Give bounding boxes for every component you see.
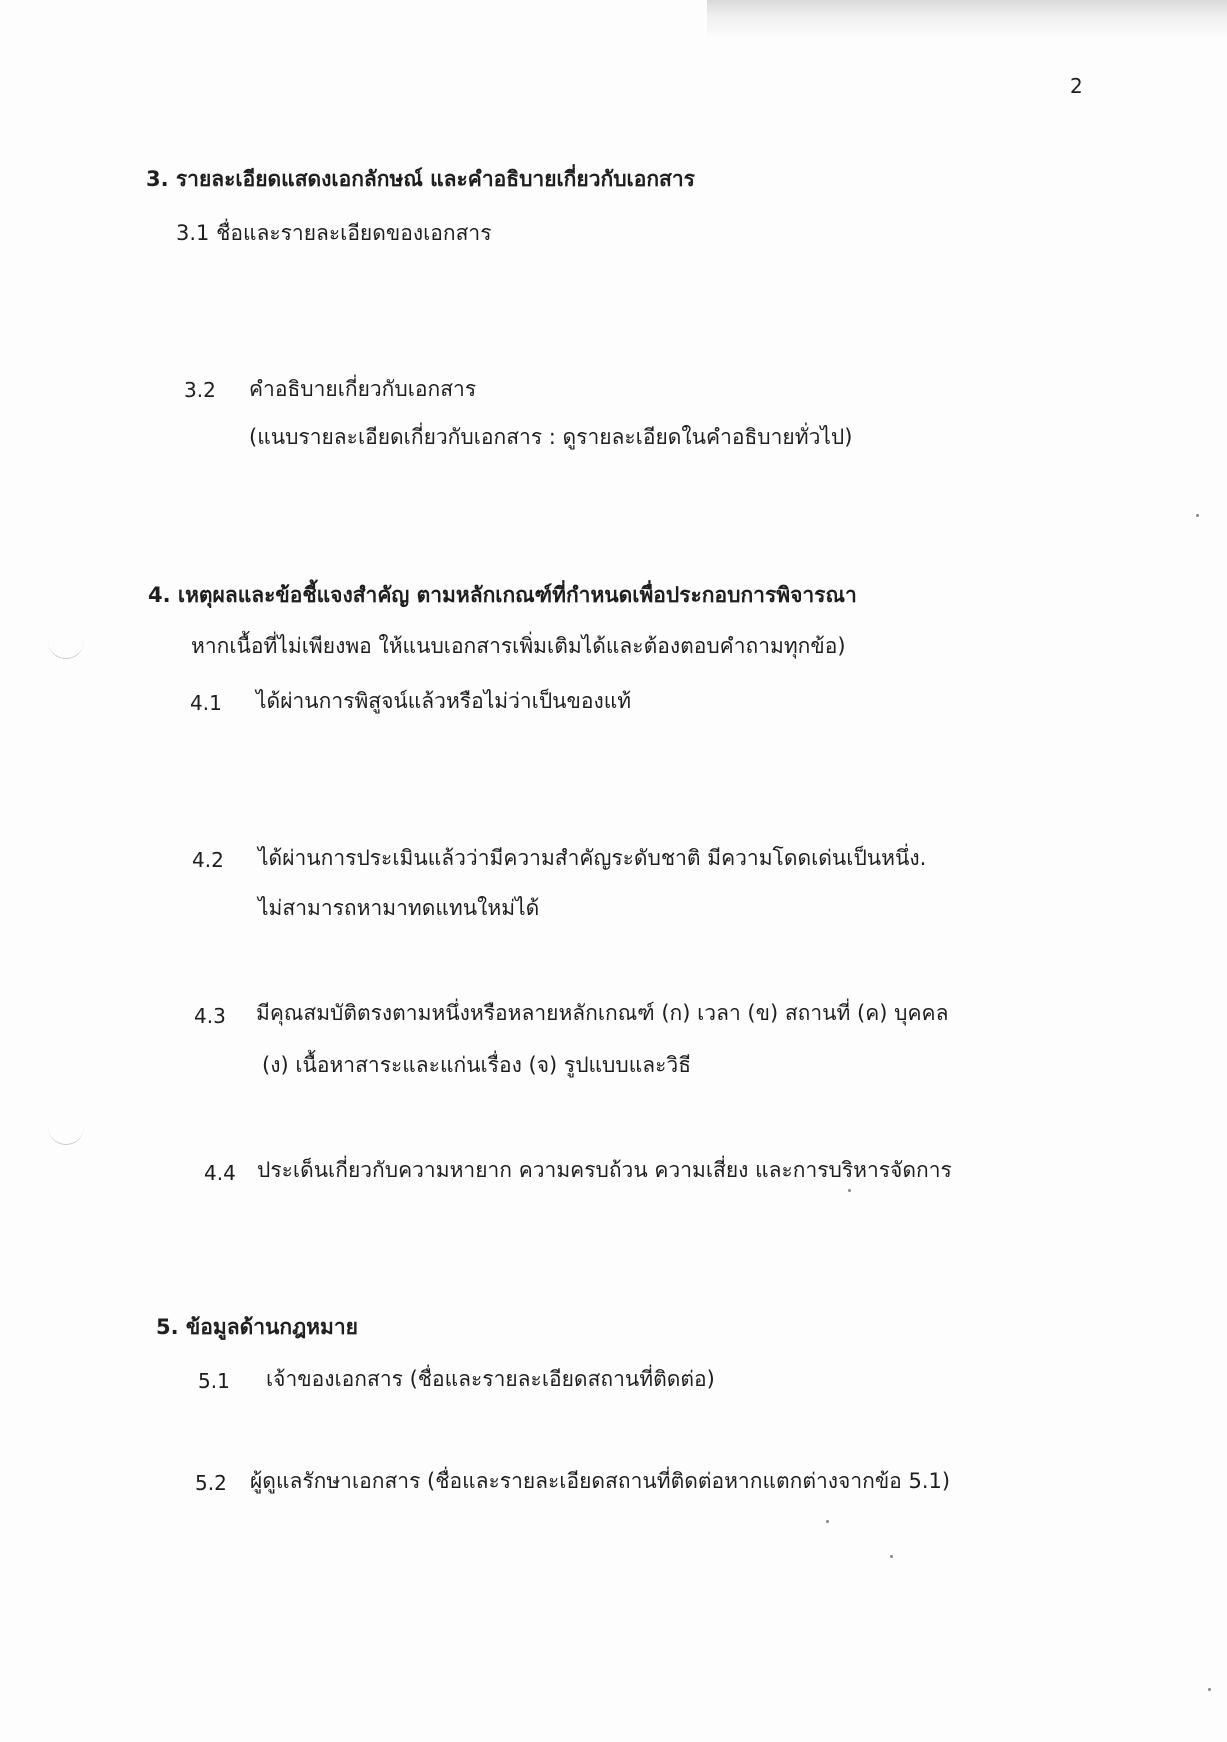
item-3-2-text: คำอธิบายเกี่ยวกับเอกสาร — [249, 377, 477, 401]
item-5-2-text: ผู้ดูแลรักษาเอกสาร (ชื่อและรายละเอียดสถานที่ติดต่อหากแตกต่างจากข้อ 5.1) — [250, 1469, 951, 1493]
item-5-1-text: เจ้าของเอกสาร (ชื่อและรายละเอียดสถานที่ติดต่อ) — [266, 1367, 715, 1391]
scan-speck — [826, 1520, 829, 1523]
item-4-3-line1: มีคุณสมบัติตรงตามหนึ่งหรือหลายหลักเกณฑ์ (ก) เวลา (ข) สถานที่ (ค) บุคคล — [256, 1001, 949, 1025]
item-3-2-note: (แนบรายละเอียดเกี่ยวกับเอกสาร : ดูรายละเอียดในคำอธิบายทั่วไป) — [249, 425, 853, 449]
item-3-1: 3.1 ชื่อและรายละเอียดของเอกสาร — [176, 221, 492, 245]
scan-speck — [1208, 1688, 1211, 1691]
item-4-4-text: ประเด็นเกี่ยวกับความหายาก ความครบถ้วน ความเสี่ยง และการบริหารจัดการ — [257, 1158, 952, 1182]
item-4-2-line1: ได้ผ่านการประเมินแล้วว่ามีความสำคัญระดับชาติ มีความโดดเด่นเป็นหนึ่ง. — [258, 846, 927, 870]
section-3-heading: 3. รายละเอียดแสดงเอกลักษณ์ และคำอธิบายเกี่ยวกับเอกสาร — [146, 167, 695, 191]
punch-hole-mark — [48, 640, 84, 659]
item-4-1-text: ได้ผ่านการพิสูจน์แล้วหรือไม่ว่าเป็นของแท้ — [256, 689, 632, 713]
item-4-2-number: 4.2 — [192, 848, 224, 872]
punch-hole-mark — [48, 1126, 84, 1145]
item-5-1-number: 5.1 — [198, 1369, 230, 1393]
scan-shadow — [707, 0, 1227, 40]
item-3-2-number: 3.2 — [184, 378, 216, 402]
item-4-3-number: 4.3 — [194, 1004, 226, 1028]
item-5-2-number: 5.2 — [195, 1471, 227, 1495]
item-4-1-number: 4.1 — [190, 691, 222, 715]
page-number: 2 — [1070, 74, 1083, 98]
item-4-2-line2: ไม่สามารถหามาทดแทนใหม่ได้ — [258, 896, 540, 920]
scan-speck — [890, 1555, 893, 1558]
section-4-note: หากเนื้อที่ไม่เพียงพอ ให้แนบเอกสารเพิ่มเติมได้และต้องตอบคำถามทุกข้อ) — [191, 634, 846, 658]
item-4-4-number: 4.4 — [204, 1161, 236, 1185]
scan-speck — [848, 1189, 851, 1192]
item-4-3-line2: (ง) เนื้อหาสาระและแก่นเรื่อง (จ) รูปแบบและวิธี — [262, 1053, 692, 1077]
section-4-heading: 4. เหตุผลและข้อชี้แจงสำคัญ ตามหลักเกณฑ์ที่กำหนดเพื่อประกอบการพิจารณา — [148, 583, 857, 607]
scan-speck — [1196, 514, 1199, 517]
section-5-heading: 5. ข้อมูลด้านกฎหมาย — [156, 1315, 358, 1339]
